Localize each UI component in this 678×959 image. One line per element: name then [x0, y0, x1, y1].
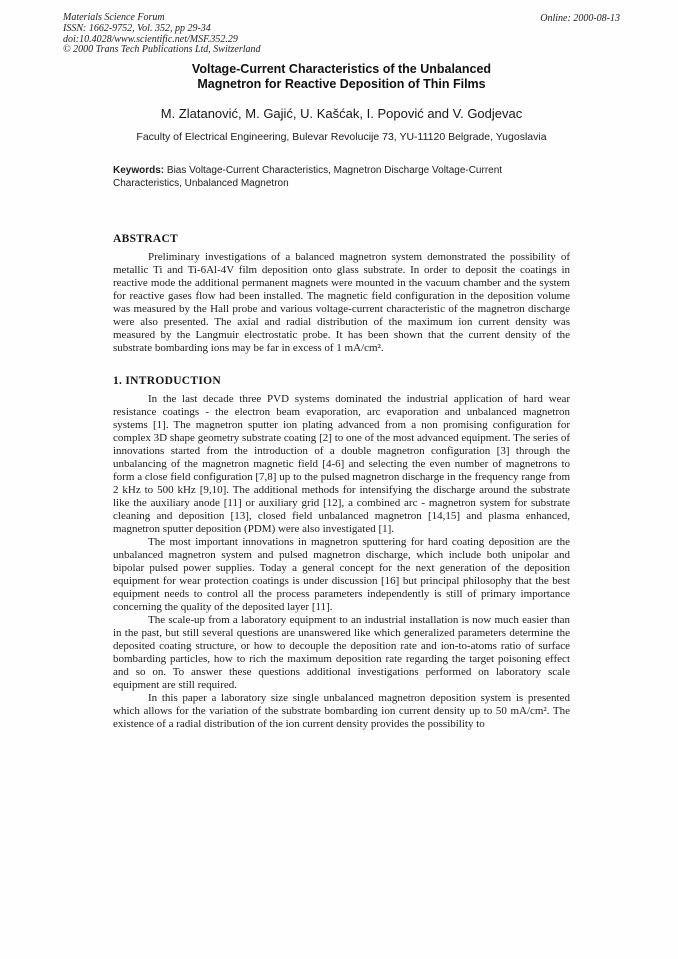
- keywords-label: Keywords:: [113, 165, 165, 176]
- introduction-heading: 1. INTRODUCTION: [113, 375, 222, 387]
- paper-title-line2: Magnetron for Reactive Deposition of Thin Films: [197, 76, 486, 91]
- keywords-block: [113, 164, 533, 190]
- affiliation-line: Faculty of Electrical Engineering, Bulevar Revolucije 73, YU-11120 Belgrade, Yugoslavia: [136, 131, 547, 143]
- introduction-paragraph-3: The scale-up from a laboratory equipment to an industrial installation is now much easier than in the past, but still several questions are unanswered like which generalized parameters determine the deposited coating structure, or how to decouple the deposition rate and ion-to-atoms ratio of surface bombarding particles, how to rich the maximum deposition rate regarding the target poisoning effect and so on. To answer these questions additional investigations performed on laboratory scale equipment are still required.: [113, 614, 570, 691]
- abstract-heading: ABSTRACT: [113, 233, 179, 245]
- doi-line: doi:10.4028/www.scientific.net/MSF.352.29: [63, 33, 238, 45]
- introduction-paragraph-2: The most important innovations in magnetron sputtering for hard coating deposition are the unbalanced magnetron system and pulsed magnetron discharge, which include both unipolar and bipolar pulsed power supplies. Today a general concept for the next generation of the deposition equipment for wear protection coatings is under discussion [16] but principal philosophy that the best equipment needs to control all the process parameters independently is still of primary importance concerning the quality of the deposited layer [11].: [113, 536, 570, 613]
- copyright-line: © 2000 Trans Tech Publications Ltd, Switzerland: [63, 44, 261, 56]
- introduction-paragraph-1: In the last decade three PVD systems dominated the industrial application of hard wear resistance coatings - the electron beam evaporation, arc evaporation and unbalanced magnetron systems [1]. The magnetron sputter ion plating advanced from a non promising configuration for complex 3D shape geometry substrate coating [2] to one of the most advanced equipment. The series of innovations started from the introduction of a double magnetron configuration [3] through the unbalancing of the magnetron magnetic field [4-6] and selecting the even number of magnetrons to form a close field configuration [7,8] up to the pulsed magnetron discharge in the frequency range from 2 kHz to 500 kHz [9,10]. The additional methods for intensifying the discharge around the substrate like the auxiliary anode [11] or auxiliary grid [12], a combined arc - magnetron system for substrate cleaning and deposition [13], closed field unbalanced magnetron [14,15] and plasma enhanced, magnetron sputter deposition (PDM) were also investigated [1].: [113, 393, 570, 535]
- paper-title-line1: Voltage-Current Characteristics of the Unbalanced: [191, 62, 492, 76]
- abstract-paragraph: Preliminary investigations of a balanced magnetron system demonstrated the possibility of metallic Ti and Ti-6Al-4V film deposition onto glass substrate. In order to deposit the coatings in reactive mode the additional permanent magnets were mounted in the vacuum chamber and the system for reactive gases flow had been installed. The magnetic field configuration in the deposition volume was measured by the Hall probe and various voltage-current characteristic of the magnetron discharge were also presented. The axial and radial distribution of the maximum ion current density was measured by the Langmuir electrostatic probe. It has been shown that the current density of the substrate bombarding ions may be far in excess of 1 mA/cm².: [113, 251, 570, 354]
- paper-title: [113, 62, 570, 91]
- journal-name: Materials Science Forum: [63, 12, 165, 23]
- keywords-text: Bias Voltage-Current Characteristics, Magnetron Discharge Voltage-Current Characteristics, Unbalanced Magnetron: [113, 165, 503, 189]
- introduction-paragraph-4: In this paper a laboratory size single unbalanced magnetron deposition system is presented which allows for the variation of the substrate bombarding ion current density up to 50 mA/cm². The existence of a radial distribution of the ion current density provides the possibility to: [113, 692, 570, 730]
- journal-header: [63, 13, 261, 56]
- authors-line: M. Zlatanović, M. Gajić, U. Kašćak, I. Popović and V. Godjevac: [160, 106, 523, 121]
- introduction-text: [113, 393, 570, 731]
- issn-line: ISSN: 1662-9752, Vol. 352, pp 29-34: [63, 22, 211, 34]
- online-date: Online: 2000-08-13: [540, 13, 620, 24]
